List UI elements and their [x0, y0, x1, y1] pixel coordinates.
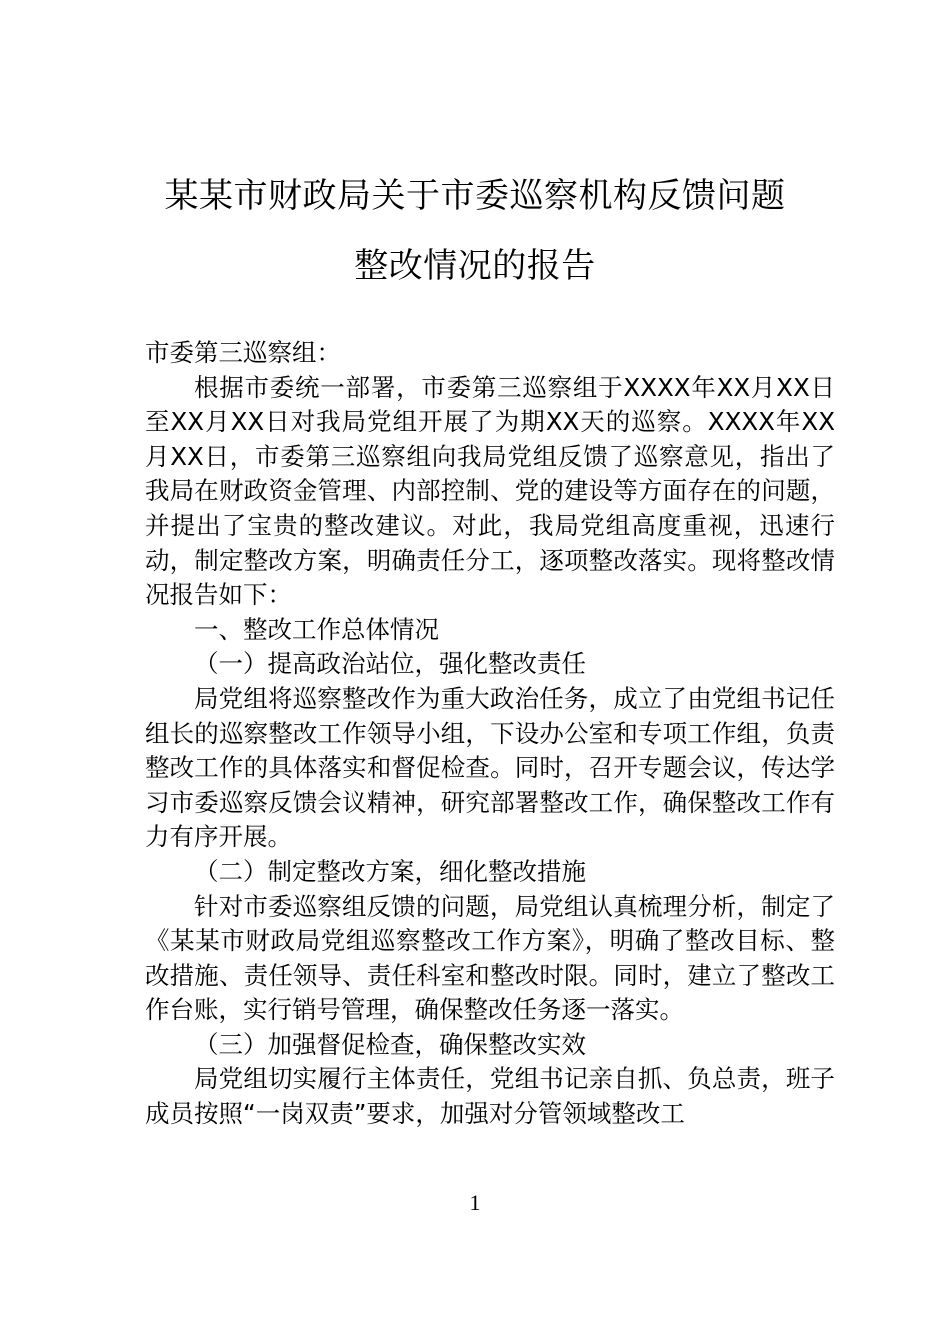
- subsection-heading: （一）提高政治站位，强化整改责任: [194, 649, 586, 679]
- body-paragraph: 局党组将巡察整改作为重大政治任务，成立了由党组书记任组长的巡察整改工作领导小组，下设办公室和专项工作组，负责整改工作的具体落实和督促检查。同时，召开专题会议，传达学习市委巡察反馈会议精神，研究部署整改工作，确保整改工作有力有序开展。: [145, 683, 835, 852]
- body-paragraph: 局党组切实履行主体责任，党组书记亲自抓、负总责，班子成员按照“一岗双责”要求，加强对分管领域整改工: [145, 1064, 835, 1129]
- document-title-line-1: 某某市财政局关于市委巡察机构反馈问题: [164, 176, 786, 216]
- salutation: 市委第三巡察组：: [145, 338, 341, 367]
- section-heading: 一、整改工作总体情况: [194, 614, 439, 644]
- intro-paragraph: 根据市委统一部署，市委第三巡察组于XXXX年XX月XX日至XX月XX日对我局党组开展了为期XX天的巡察。XXXX年XX月XX日，市委第三巡察组向我局党组反馈了巡察意见，指出了我局在财政资金管理、内部控制、党的建设等方面存在的问题，并提出了宝贵的整改建议。对此，我局党组高度重视，迅速行动，制定整改方案，明确责任分工，逐项整改落实。现将整改情况报告如下：: [145, 372, 835, 610]
- subsection-heading: （三）加强督促检查，确保整改实效: [194, 1029, 586, 1059]
- page-number: 1: [469, 1190, 481, 1215]
- document-body: [145, 336, 835, 1132]
- subsection-heading: （二）制定整改方案，细化整改措施: [194, 856, 586, 886]
- document-title-line-2: 整改情况的报告: [354, 246, 596, 286]
- body-paragraph: 针对市委巡察组反馈的问题，局党组认真梳理分析，制定了《某某市财政局党组巡察整改工作方案》，明确了整改目标、整改措施、责任领导、责任科室和整改时限。同时，建立了整改工作台账，实行销号管理，确保整改任务逐一落实。: [145, 891, 835, 1025]
